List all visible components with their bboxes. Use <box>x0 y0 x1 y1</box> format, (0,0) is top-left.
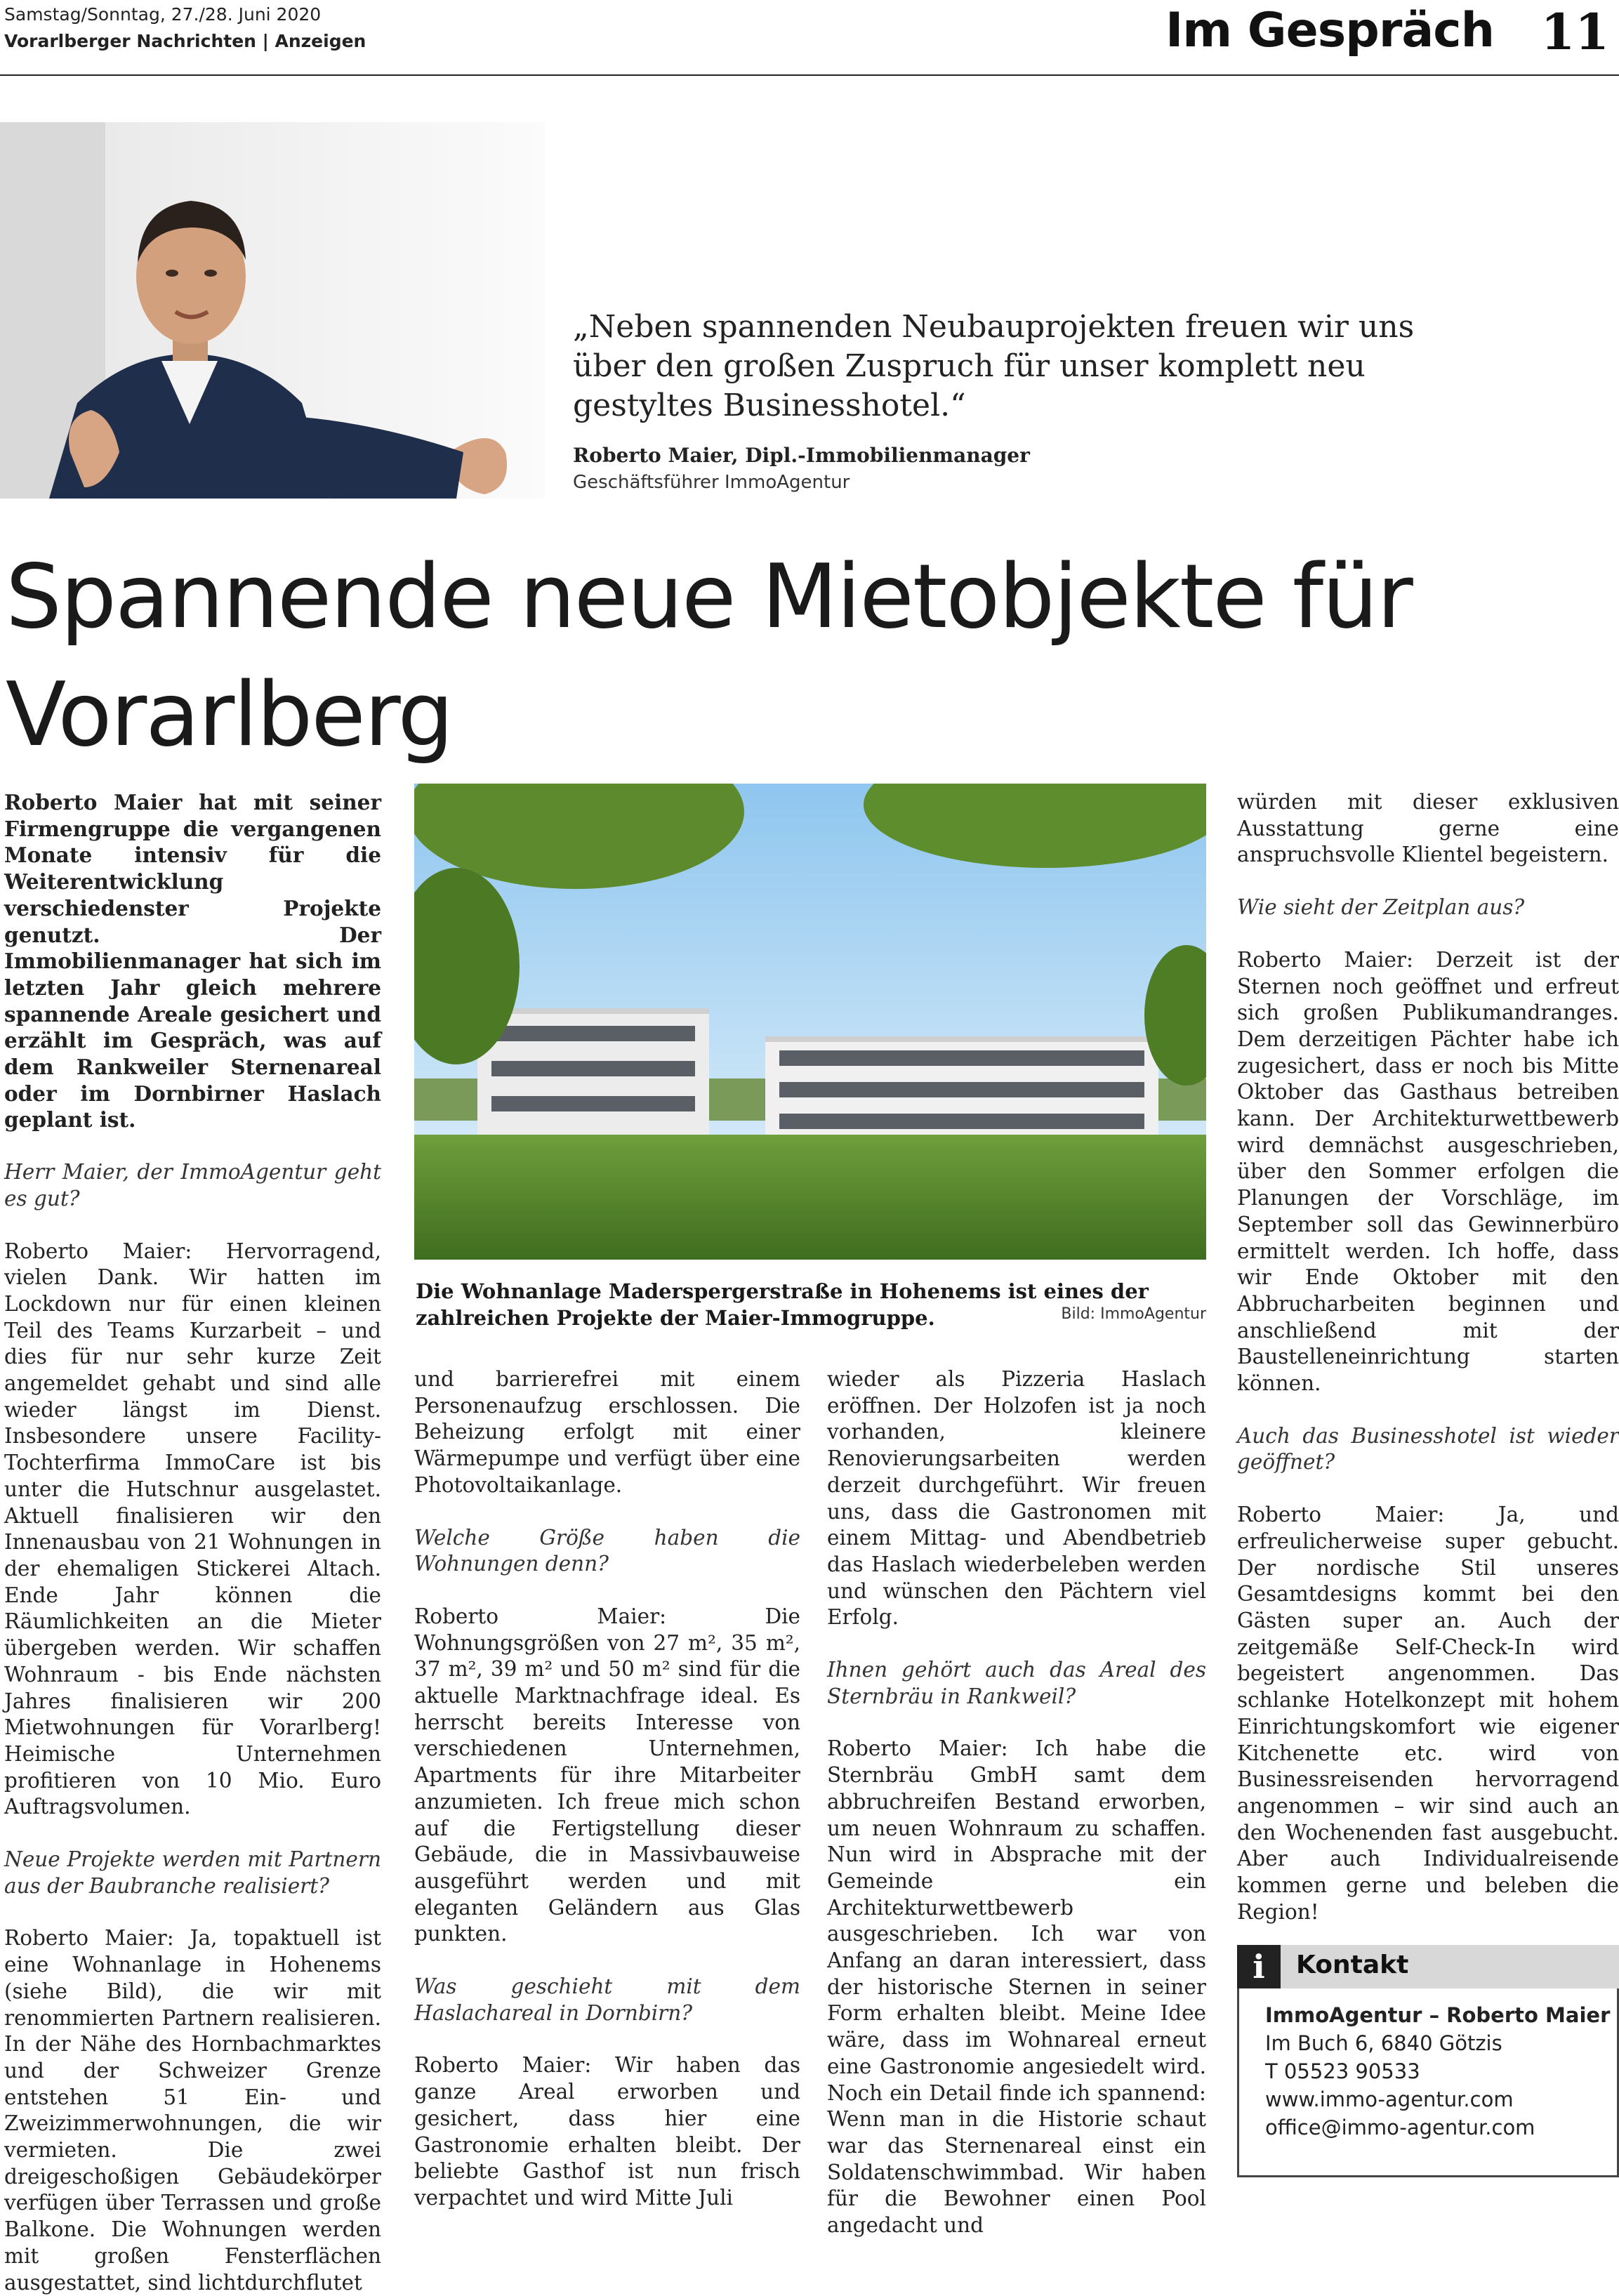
contact-box <box>1237 1945 1619 2177</box>
quote-role: Geschäftsführer ImmoAgentur <box>573 472 850 493</box>
interview-question: Auch das Businesshotel ist wieder geöffnet? <box>1237 1423 1619 1474</box>
interview-answer: Roberto Maier: Ja, topaktuell ist eine Wohnanlage in Hohenems (siehe Bild), die wir mit renommierten Partnern realisieren. In der Nähe des Hornbachmarktes und der Schweizer Grenze entstehen 51 Ein- und Zweizimmerwohnungen, die wir vermieten. Die zwei dreigeschoßigen Gebäudekörper verfügen über Terrassen und große Balkone. Die Wohnungen werden mit großen Fensterflächen ausgestattet, sind lichtdurchflutet <box>4 1926 381 2295</box>
interview-question: Wie sieht der Zeitplan aus? <box>1237 895 1525 920</box>
article-column-4 <box>1237 789 1619 1925</box>
interview-question: Herr Maier, der ImmoAgentur geht es gut? <box>4 1160 381 1210</box>
interview-answer: und barrierefrei mit einem Personenaufzug erschlossen. Die Beheizung erfolgt mit einer Wärmepumpe und verfügt über eine Photovoltaikanlage. <box>414 1367 800 1497</box>
article-headline: Spannende neue Mietobjekte für Vorarlberg <box>6 545 1412 766</box>
interview-answer: Roberto Maier: Derzeit ist der Sternen noch geöffnet und erfreut sich großen Publikumandranges. Dem derzeitigen Pächter habe ich zugesichert, dass er noch bis Mitte Oktober das Gasthaus betreiben kann. Der Architekturwettbewerb wird demnächst ausgeschrieben, über den Sommer erfolgen die Planungen der Vorschläge, im September soll das Gewinnerbüro ermittelt werden. Ich hoffe, dass wir Ende Oktober mit den Abbrucharbeiten beginnen und anschließend mit der Baustelleneinrichtung starten können. <box>1237 947 1619 1396</box>
page-number: 11 <box>1540 3 1609 61</box>
contact-address: Im Buch 6, 6840 Götzis <box>1265 2031 1502 2055</box>
contact-header <box>1237 1945 1619 1988</box>
issue-date: Samstag/Sonntag, 27./28. Juni 2020 <box>4 4 322 25</box>
interview-answer: wieder als Pizzeria Haslach eröffnen. Der Holzofen ist ja noch vorhanden, kleinere Renovierungsarbeiten werden derzeit durchgeführt. Wir freuen uns, dass die Gastronomen mit einem Mittag- und Abendbetrieb das Haslach wiederbeleben werden und wünschen den Pächtern viel Erfolg. <box>827 1367 1206 1630</box>
publication-name: Vorarlberger Nachrichten | Anzeigen <box>4 31 366 51</box>
contact-website-link[interactable]: www.immo-agentur.com <box>1265 2087 1514 2111</box>
article-column-2 <box>414 1366 800 2212</box>
photo-caption: Die Wohnanlage Maderspergerstraße in Hohenems ist eines der zahlreichen Projekte der Maier-Immogruppe. <box>416 1279 1149 1330</box>
article-column-3 <box>827 1366 1206 2239</box>
portrait-photo <box>0 122 545 499</box>
interview-question: Welche Größe haben die Wohnungen denn? <box>414 1525 800 1576</box>
quote-author: Roberto Maier, Dipl.-Immobilienmanager <box>573 444 1030 467</box>
interview-answer: Roberto Maier: Ich habe die Sternbräu GmbH samt dem abbruchreifen Bestand erworben, um neuen Wohnraum zu schaffen. Nun wird in Absprache mit der Gemeinde ein Architekturwettbewerb ausgeschrieben. Ich war von Anfang an daran interessiert, dass der historische Sternen in seiner Form erhalten bleibt. Meine Idee wäre, dass im Wohnareal erneut eine Gastronomie angesiedelt wird. Noch ein Detail finde ich spannend: Wenn man in die Historie schaut war das Sternenareal einst ein Soldatenschwimmbad. Wir haben für die Bewohner einen Pool angedacht und <box>827 1736 1206 2238</box>
article-column-1 <box>4 789 381 2296</box>
interview-answer: Roberto Maier: Die Wohnungsgrößen von 27 m², 35 m², 37 m², 39 m² und 50 m² sind für die aktuelle Marktnachfrage ideal. Es herrscht bereits Interesse von verschiedenen Unternehmen, Apartments für ihre Mitarbeiter anzumieten. Ich freue mich schon auf die Fertigstellung dieser Gebäude, die in Massivbauweise ausgeführt werden und mit eleganten Geländern aus Glas punkten. <box>414 1604 800 1946</box>
article-lead: Roberto Maier hat mit seiner Firmengruppe die vergangenen Monate intensiv für die Weiterentwicklung verschiedenster Projekte genutzt. Der Immobilienmanager hat sich im letzten Jahr gleich mehrere spannende Areale gesichert und erzählt im Gespräch, was auf dem Rankweiler Sternenareal oder im Dornbirner Haslach geplant ist. <box>4 790 381 1133</box>
contact-title: Kontakt <box>1296 1951 1409 1979</box>
interview-answer: Roberto Maier: Wir haben das ganze Areal erworben und gesichert, dass hier eine Gastronomie erhalten bleibt. Der beliebte Gasthof ist nun frisch verpachtet und wird Mitte Juli <box>414 2053 800 2210</box>
contact-details <box>1265 2001 1610 2142</box>
interview-question: Ihnen gehört auch das Areal des Sternbräu in Rankweil? <box>827 1658 1206 1708</box>
section-title: Im Gespräch <box>1165 3 1494 58</box>
header-rule <box>0 74 1619 76</box>
contact-phone: T 05523 90533 <box>1265 2059 1420 2083</box>
interview-question: Was geschieht mit dem Haslachareal in Dornbirn? <box>414 1974 800 2025</box>
pull-quote: „Neben spannenden Neubauprojekten freuen wir uns über den großen Zuspruch für unser komplett neu gestyltes Businesshotel.“ <box>573 309 1415 423</box>
building-photo <box>414 784 1206 1260</box>
photo-credit: Bild: ImmoAgentur <box>1061 1305 1206 1323</box>
info-icon: i <box>1237 1945 1281 1988</box>
interview-answer: Roberto Maier: Hervorragend, vielen Dank. Wir hatten im Lockdown nur für einen kleinen Teil des Teams Kurzarbeit – und dies für nur sehr kurze Zeit angemeldet gehabt und sind alle wieder längst im Dienst. Insbesondere unsere Facility-Tochterfirma ImmoCare ist bis unter die Hutschnur ausgelastet. Aktuell finalisieren wir den Innenausbau von 21 Wohnungen in der ehemaligen Stickerei Altach. Ende Jahr können die Räumlichkeiten an die Mieter übergeben werden. Wir schaffen Wohnraum - bis Ende nächsten Jahres finalisieren wir 200 Mietwohnungen für Vorarlberg! Heimische Unternehmen profitieren von 10 Mio. Euro Auftragsvolumen. <box>4 1239 381 1819</box>
contact-email-link[interactable]: office@immo-agentur.com <box>1265 2116 1535 2139</box>
interview-answer: Roberto Maier: Ja, und erfreulicherweise super gebucht. Der nordische Stil unseres Gesamtdesigns kommt bei den Gästen super an. Auch der zeitgemäße Self-Check-In wird begeistert angenommen. Das schlanke Hotelkonzept mit hohem Einrichtungskomfort wie eigener Kitchenette etc. wird von Businessreisenden hervorragend angenommen – wir sind auch an den Wochenenden fast ausgebucht. Aber auch Individualreisende kommen gerne und beleben die Region! <box>1237 1503 1619 1924</box>
interview-question: Neue Projekte werden mit Partnern aus der Baubranche realisiert? <box>4 1847 381 1898</box>
contact-company: ImmoAgentur – Roberto Maier <box>1265 2003 1611 2027</box>
interview-answer: würden mit dieser exklusiven Ausstattung gerne eine anspruchsvolle Klientel begeistern. <box>1237 790 1619 867</box>
